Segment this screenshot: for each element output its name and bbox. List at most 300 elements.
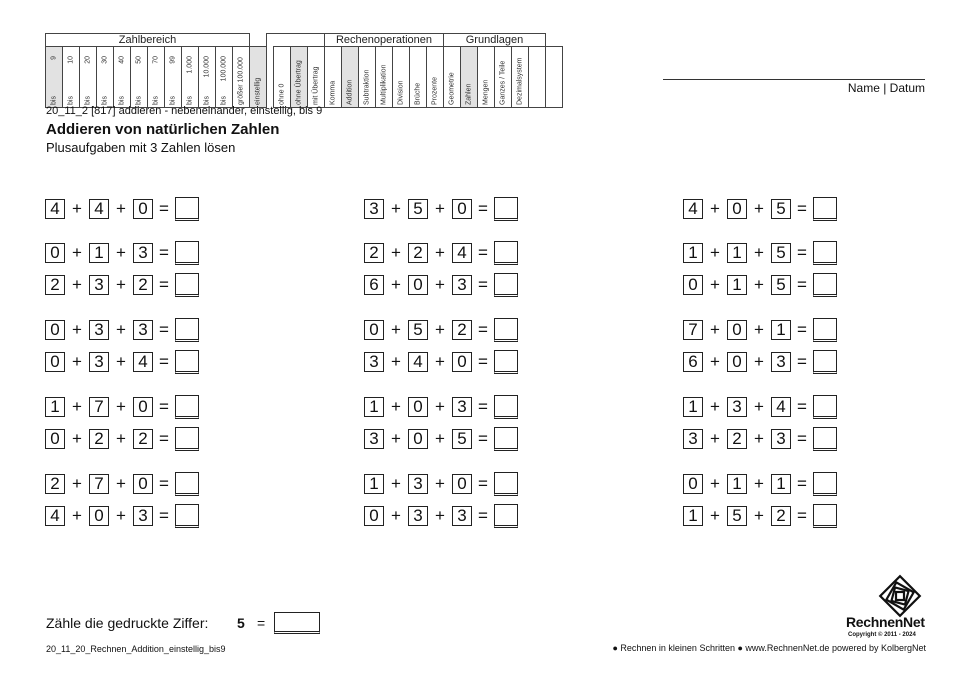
equals-sign: = xyxy=(159,243,169,262)
addition-exercise xyxy=(364,197,518,221)
zahlbereich-cell xyxy=(165,47,182,108)
category-label: bis xyxy=(220,96,228,105)
equals-sign: = xyxy=(159,474,169,493)
group-grundlagen: Grundlagen xyxy=(444,34,546,47)
addend-box: 0 xyxy=(683,474,703,494)
equals-sign: = xyxy=(797,506,807,525)
category-label: bis xyxy=(50,96,58,105)
equals-sign: = xyxy=(797,199,807,218)
plus-sign: + xyxy=(710,474,720,493)
answer-box[interactable] xyxy=(175,197,199,221)
grundlagen-cell xyxy=(478,47,495,108)
addend-box: 5 xyxy=(771,275,791,295)
addend-box: 1 xyxy=(727,275,747,295)
worksheet-title: Addieren von natürlichen Zahlen xyxy=(46,121,280,138)
category-label: 100.000 xyxy=(220,56,228,82)
plus-sign: + xyxy=(72,429,82,448)
category-label: größer 100.000 xyxy=(237,57,245,105)
category-label: Multiplikation xyxy=(380,64,388,105)
category-group-row xyxy=(46,34,563,47)
addition-exercise xyxy=(683,395,837,419)
equals-sign: = xyxy=(159,275,169,294)
category-label: Prozente xyxy=(431,76,439,105)
addition-exercise xyxy=(683,273,837,297)
plus-sign: + xyxy=(754,429,764,448)
plus-sign: + xyxy=(391,352,401,371)
answer-box[interactable] xyxy=(494,395,518,419)
addend-box: 4 xyxy=(408,352,428,372)
option-cell xyxy=(308,47,325,108)
equals-sign: = xyxy=(797,474,807,493)
plus-sign: + xyxy=(116,506,126,525)
option-cell xyxy=(274,47,291,108)
answer-box[interactable] xyxy=(494,241,518,265)
plus-sign: + xyxy=(754,506,764,525)
addend-box: 3 xyxy=(89,275,109,295)
category-label: bis xyxy=(118,96,126,105)
addition-exercise xyxy=(364,427,518,451)
equals-sign: = xyxy=(478,320,488,339)
addend-box: 2 xyxy=(408,243,428,263)
plus-sign: + xyxy=(435,474,445,493)
plus-sign: + xyxy=(435,397,445,416)
addend-box: 0 xyxy=(45,320,65,340)
plus-sign: + xyxy=(72,506,82,525)
zahlbereich-cell xyxy=(233,47,250,108)
answer-box[interactable] xyxy=(813,350,837,374)
addend-box: 3 xyxy=(771,429,791,449)
column-gap xyxy=(267,47,274,108)
count-task-digit: 5 xyxy=(237,615,245,631)
equals-sign: = xyxy=(478,474,488,493)
plus-sign: + xyxy=(72,320,82,339)
addend-box: 3 xyxy=(727,397,747,417)
plus-sign: + xyxy=(710,506,720,525)
category-label: 50 xyxy=(135,56,143,64)
addition-exercise xyxy=(45,504,199,528)
equals-sign: = xyxy=(159,506,169,525)
category-label: Zahlen xyxy=(465,83,473,105)
answer-box[interactable] xyxy=(494,472,518,496)
category-label: Ganzes / Teile xyxy=(499,60,507,105)
addend-box: 0 xyxy=(408,275,428,295)
zahlbereich-cell xyxy=(182,47,199,108)
category-label: bis xyxy=(203,96,211,105)
addend-box: 0 xyxy=(408,397,428,417)
plus-sign: + xyxy=(72,352,82,371)
group-zahlbereich: Zahlbereich xyxy=(46,34,250,47)
addend-box: 7 xyxy=(683,320,703,340)
addend-box: 2 xyxy=(452,320,472,340)
addend-box: 3 xyxy=(452,275,472,295)
operation-cell xyxy=(393,47,410,108)
addition-exercise xyxy=(45,350,199,374)
addition-exercise xyxy=(45,427,199,451)
answer-box[interactable] xyxy=(494,504,518,528)
plus-sign: + xyxy=(435,199,445,218)
zahlbereich-cell xyxy=(216,47,233,108)
addend-box: 5 xyxy=(727,506,747,526)
addend-box: 3 xyxy=(133,320,153,340)
file-name: 20_11_20_Rechnen_Addition_einstellig_bis9 xyxy=(46,644,226,654)
plus-sign: + xyxy=(710,352,720,371)
addend-box: 3 xyxy=(89,320,109,340)
answer-box[interactable] xyxy=(813,318,837,342)
answer-box[interactable] xyxy=(494,318,518,342)
addition-exercise xyxy=(364,318,518,342)
addition-exercise xyxy=(683,472,837,496)
plus-sign: + xyxy=(435,320,445,339)
addition-exercise xyxy=(364,504,518,528)
category-label: einstellig xyxy=(254,77,262,105)
addend-box: 4 xyxy=(683,199,703,219)
addend-box: 1 xyxy=(683,243,703,263)
zahlbereich-cell xyxy=(46,47,63,108)
equals-sign: = xyxy=(797,320,807,339)
addend-box: 1 xyxy=(45,397,65,417)
plus-sign: + xyxy=(391,474,401,493)
answer-box[interactable] xyxy=(175,273,199,297)
addend-box: 4 xyxy=(452,243,472,263)
answer-box[interactable] xyxy=(813,197,837,221)
grundlagen-cell xyxy=(444,47,461,108)
addition-exercise xyxy=(45,273,199,297)
addend-box: 0 xyxy=(727,320,747,340)
zahlbereich-cell xyxy=(63,47,80,108)
count-answer-box[interactable] xyxy=(274,612,320,634)
addend-box: 0 xyxy=(133,397,153,417)
plus-sign: + xyxy=(72,275,82,294)
operation-cell xyxy=(376,47,393,108)
category-label: 10 xyxy=(67,56,75,64)
option-cell xyxy=(291,47,308,108)
operation-cell xyxy=(359,47,376,108)
answer-box[interactable] xyxy=(494,350,518,374)
addend-box: 4 xyxy=(45,506,65,526)
equals-sign: = xyxy=(159,352,169,371)
equals-sign: = xyxy=(478,275,488,294)
answer-box[interactable] xyxy=(813,427,837,451)
equals-sign: = xyxy=(797,275,807,294)
addend-box: 0 xyxy=(727,352,747,372)
category-table xyxy=(45,33,563,108)
addend-box: 0 xyxy=(408,429,428,449)
grundlagen-cell xyxy=(546,47,563,108)
addition-exercise xyxy=(364,241,518,265)
addend-box: 4 xyxy=(45,199,65,219)
plus-sign: + xyxy=(116,243,126,262)
plus-sign: + xyxy=(116,429,126,448)
plus-sign: + xyxy=(391,243,401,262)
addend-box: 3 xyxy=(89,352,109,372)
equals-sign: = xyxy=(797,429,807,448)
plus-sign: + xyxy=(116,397,126,416)
plus-sign: + xyxy=(754,397,764,416)
category-label: Dezimalsystem xyxy=(516,57,524,105)
plus-sign: + xyxy=(435,243,445,262)
category-label: 40 xyxy=(118,56,126,64)
addend-box: 0 xyxy=(133,474,153,494)
addend-box: 0 xyxy=(45,243,65,263)
addition-exercise xyxy=(683,350,837,374)
plus-sign: + xyxy=(435,352,445,371)
answer-box[interactable] xyxy=(813,241,837,265)
equals-sign: = xyxy=(159,397,169,416)
addend-box: 6 xyxy=(364,275,384,295)
plus-sign: + xyxy=(754,320,764,339)
addend-box: 3 xyxy=(408,506,428,526)
answer-box[interactable] xyxy=(494,427,518,451)
category-label: bis xyxy=(84,96,92,105)
category-label: 1.000 xyxy=(186,56,194,74)
addend-box: 6 xyxy=(683,352,703,372)
group-rechenoperationen: Rechenoperationen xyxy=(325,34,444,47)
answer-box[interactable] xyxy=(175,472,199,496)
category-label: bis xyxy=(135,96,143,105)
copyright: Copyright © 2011 - 2024 xyxy=(848,632,916,638)
addend-box: 0 xyxy=(364,506,384,526)
answer-box[interactable] xyxy=(175,427,199,451)
plus-sign: + xyxy=(72,199,82,218)
addend-box: 2 xyxy=(89,429,109,449)
category-label: bis xyxy=(67,96,75,105)
answer-box[interactable] xyxy=(175,318,199,342)
grundlagen-cell xyxy=(529,47,546,108)
addition-exercise xyxy=(683,504,837,528)
plus-sign: + xyxy=(710,397,720,416)
plus-sign: + xyxy=(116,199,126,218)
answer-box[interactable] xyxy=(813,504,837,528)
plus-sign: + xyxy=(754,275,764,294)
addend-box: 3 xyxy=(364,199,384,219)
addition-exercise xyxy=(683,318,837,342)
addend-box: 7 xyxy=(89,397,109,417)
addend-box: 0 xyxy=(727,199,747,219)
plus-sign: + xyxy=(391,275,401,294)
addend-box: 0 xyxy=(683,275,703,295)
addition-exercise xyxy=(45,318,199,342)
addend-box: 7 xyxy=(89,474,109,494)
count-task-equals: = xyxy=(257,615,266,631)
addend-box: 0 xyxy=(133,199,153,219)
category-label: bis xyxy=(169,96,177,105)
plus-sign: + xyxy=(72,243,82,262)
operation-cell xyxy=(410,47,427,108)
group-gap xyxy=(250,34,267,47)
category-cell-row xyxy=(46,47,563,108)
worksheet-subtitle: Plusaufgaben mit 3 Zahlen lösen xyxy=(46,140,236,155)
zahlbereich-cell xyxy=(114,47,131,108)
addend-box: 2 xyxy=(727,429,747,449)
category-label: Division xyxy=(397,80,405,105)
category-label: 9 xyxy=(50,56,58,60)
equals-sign: = xyxy=(478,199,488,218)
category-label: bis xyxy=(152,96,160,105)
addend-box: 2 xyxy=(771,506,791,526)
addend-box: 2 xyxy=(133,429,153,449)
addend-box: 3 xyxy=(364,352,384,372)
grundlagen-cell xyxy=(512,47,529,108)
option-cell xyxy=(325,47,342,108)
addend-box: 5 xyxy=(408,320,428,340)
addend-box: 1 xyxy=(683,397,703,417)
addend-box: 0 xyxy=(45,429,65,449)
addend-box: 3 xyxy=(771,352,791,372)
addend-box: 5 xyxy=(771,243,791,263)
addition-exercise xyxy=(683,197,837,221)
addend-box: 5 xyxy=(408,199,428,219)
plus-sign: + xyxy=(391,397,401,416)
equals-sign: = xyxy=(797,352,807,371)
plus-sign: + xyxy=(710,429,720,448)
equals-sign: = xyxy=(797,397,807,416)
operation-cell xyxy=(427,47,444,108)
addend-box: 1 xyxy=(364,397,384,417)
addend-box: 0 xyxy=(452,199,472,219)
addend-box: 4 xyxy=(89,199,109,219)
plus-sign: + xyxy=(391,506,401,525)
addition-exercise xyxy=(45,241,199,265)
addend-box: 1 xyxy=(89,243,109,263)
count-task-label: Zähle die gedruckte Ziffer: xyxy=(46,615,209,631)
category-label: 99 xyxy=(169,56,177,64)
answer-box[interactable] xyxy=(813,395,837,419)
addend-box: 1 xyxy=(727,474,747,494)
plus-sign: + xyxy=(710,199,720,218)
plus-sign: + xyxy=(116,275,126,294)
plus-sign: + xyxy=(116,474,126,493)
plus-sign: + xyxy=(435,275,445,294)
grundlagen-cell xyxy=(495,47,512,108)
addend-box: 5 xyxy=(452,429,472,449)
addend-box: 1 xyxy=(683,506,703,526)
zahlbereich-cell xyxy=(148,47,165,108)
category-label: ohne 0 xyxy=(278,83,286,105)
category-label: Addition xyxy=(346,79,354,105)
answer-box[interactable] xyxy=(175,395,199,419)
addition-exercise xyxy=(45,197,199,221)
addend-box: 4 xyxy=(771,397,791,417)
addend-box: 1 xyxy=(727,243,747,263)
answer-box[interactable] xyxy=(175,241,199,265)
plus-sign: + xyxy=(72,397,82,416)
equals-sign: = xyxy=(478,397,488,416)
option-cell xyxy=(250,47,267,108)
category-label: ohne Übertrag xyxy=(295,60,303,105)
answer-box[interactable] xyxy=(813,472,837,496)
addend-box: 2 xyxy=(133,275,153,295)
addend-box: 2 xyxy=(45,275,65,295)
plus-sign: + xyxy=(391,320,401,339)
worksheet-code: 20_11_2 [817] addieren - nebeneinander, einstellig, bis 9 xyxy=(46,105,323,117)
plus-sign: + xyxy=(391,199,401,218)
name-date-line xyxy=(663,79,925,80)
addend-box: 2 xyxy=(364,243,384,263)
answer-box[interactable] xyxy=(175,350,199,374)
category-label: bis xyxy=(186,96,194,105)
equals-sign: = xyxy=(159,320,169,339)
addend-box: 3 xyxy=(133,243,153,263)
addend-box: 0 xyxy=(364,320,384,340)
addition-exercise xyxy=(45,472,199,496)
addend-box: 3 xyxy=(364,429,384,449)
plus-sign: + xyxy=(710,275,720,294)
equals-sign: = xyxy=(797,243,807,262)
addend-box: 0 xyxy=(452,474,472,494)
equals-sign: = xyxy=(478,429,488,448)
equals-sign: = xyxy=(478,243,488,262)
zahlbereich-cell xyxy=(80,47,97,108)
addend-box: 3 xyxy=(133,506,153,526)
plus-sign: + xyxy=(754,243,764,262)
addend-box: 0 xyxy=(452,352,472,372)
plus-sign: + xyxy=(754,352,764,371)
addend-box: 2 xyxy=(45,474,65,494)
category-label: bis xyxy=(101,96,109,105)
operation-cell xyxy=(342,47,359,108)
equals-sign: = xyxy=(159,429,169,448)
addend-box: 3 xyxy=(683,429,703,449)
zahlbereich-cell xyxy=(97,47,114,108)
category-label: 10.000 xyxy=(203,56,211,78)
addend-box: 4 xyxy=(133,352,153,372)
equals-sign: = xyxy=(159,199,169,218)
addend-box: 0 xyxy=(45,352,65,372)
category-label: 30 xyxy=(101,56,109,64)
group-blank xyxy=(267,34,325,47)
category-label: mit Übertrag xyxy=(312,66,320,105)
addend-box: 3 xyxy=(452,506,472,526)
addition-exercise xyxy=(683,427,837,451)
zahlbereich-cell xyxy=(131,47,148,108)
category-label: Geometrie xyxy=(448,72,456,105)
plus-sign: + xyxy=(435,506,445,525)
category-label: 20 xyxy=(84,56,92,64)
answer-box[interactable] xyxy=(813,273,837,297)
addend-box: 1 xyxy=(364,474,384,494)
footer-tagline: ● Rechnen in kleinen Schritten ● www.RechnenNet.de powered by KolbergNet xyxy=(612,643,926,653)
name-date-label: Name | Datum xyxy=(847,81,925,95)
addend-box: 5 xyxy=(771,199,791,219)
plus-sign: + xyxy=(710,243,720,262)
answer-box[interactable] xyxy=(494,273,518,297)
equals-sign: = xyxy=(478,352,488,371)
plus-sign: + xyxy=(72,474,82,493)
brand-name: RechnenNet xyxy=(846,614,925,630)
category-label: Brüche xyxy=(414,82,422,105)
plus-sign: + xyxy=(754,474,764,493)
answer-box[interactable] xyxy=(494,197,518,221)
answer-box[interactable] xyxy=(175,504,199,528)
addend-box: 3 xyxy=(452,397,472,417)
addition-exercise xyxy=(364,273,518,297)
category-label: Subtraktion xyxy=(363,69,371,105)
addition-exercise xyxy=(45,395,199,419)
plus-sign: + xyxy=(754,199,764,218)
equals-sign: = xyxy=(478,506,488,525)
addend-box: 1 xyxy=(771,474,791,494)
plus-sign: + xyxy=(710,320,720,339)
addend-box: 3 xyxy=(408,474,428,494)
addition-exercise xyxy=(364,395,518,419)
addend-box: 0 xyxy=(89,506,109,526)
grundlagen-cell xyxy=(461,47,478,108)
plus-sign: + xyxy=(435,429,445,448)
plus-sign: + xyxy=(391,429,401,448)
category-label: Komma xyxy=(329,80,337,105)
category-label: 70 xyxy=(152,56,160,64)
addition-exercise xyxy=(364,472,518,496)
